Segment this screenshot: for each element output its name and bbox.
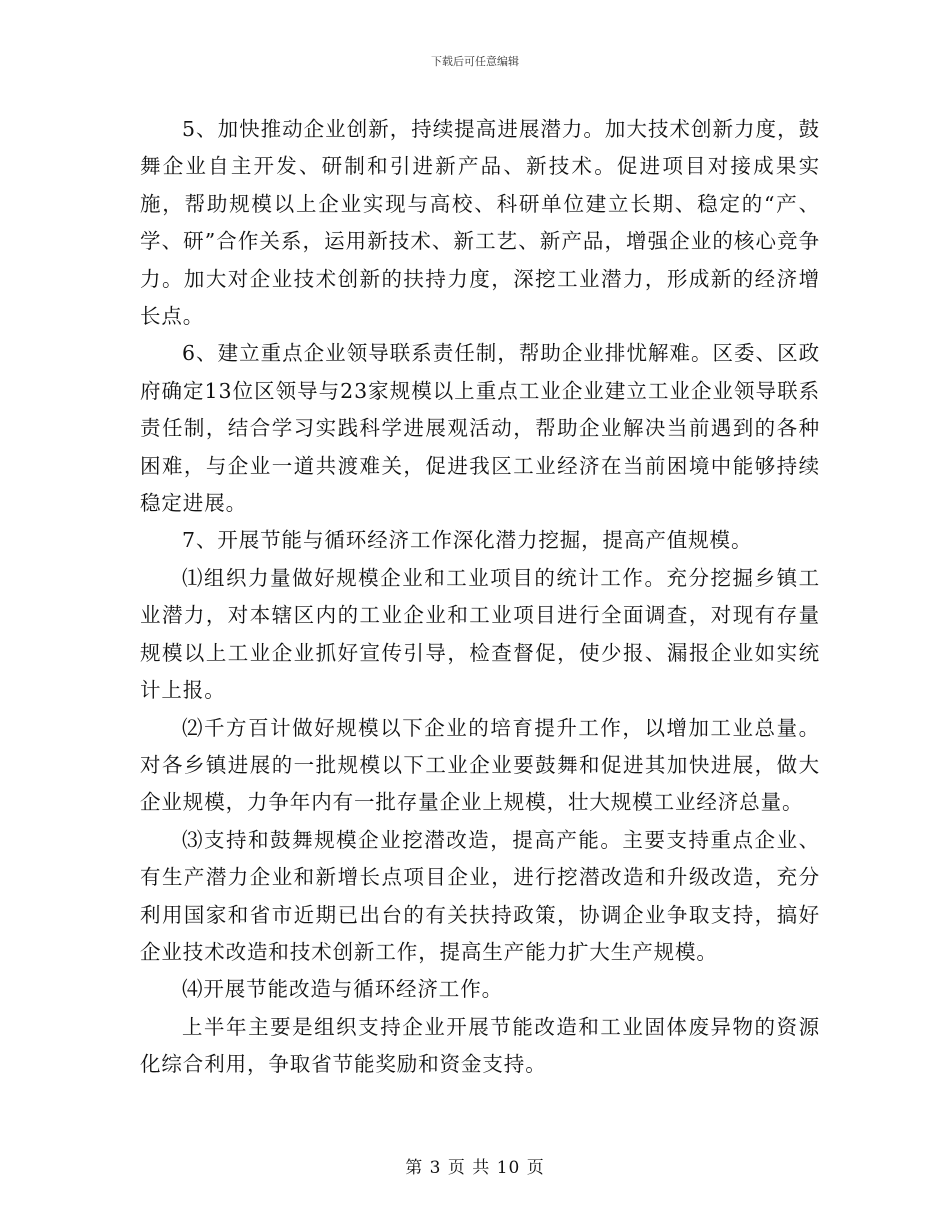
paragraph-item-4: ⑷开展节能改造与循环经济工作。 (182, 977, 503, 1002)
paragraph-leadership-liaison: 6、建立重点企业领导联系责任制，帮助企业排忧解难。区委、区政府确定13位区领导与23家规模以上重点工业企业建立工业企业领导联系责任制，结合学习实践科学进展观活动，帮助企业解决当前遇到的各种困难，与企业一道共渡难关，促进我区工业经济在当前困境中能够持续稳定进展。 (140, 341, 820, 516)
header-note: 下载后可任意编辑 (431, 55, 519, 68)
paragraph-item-2: ⑵千方百计做好规模以下企业的培育提升工作，以增加工业总量。对各乡镇进展的一批规模以下工业企业要鼓舞和促进其加快进展，做大企业规模，力争年内有一批存量企业上规模，壮大规模工业经济总量。 (140, 715, 820, 815)
paragraph-item-3: ⑶支持和鼓舞规模企业挖潜改造，提高产能。主要支持重点企业、有生产潜力企业和新增长点项目企业，进行挖潜改造和升级改造，充分利用国家和省市近期已出台的有关扶持政策，协调企业争取支持，搞好企业技术改造和技术创新工作，提高生产能力扩大生产规模。 (140, 827, 820, 964)
paragraph-innovation: 5、加快推动企业创新，持续提高进展潜力。加大技术创新力度，鼓舞企业自主开发、研制和引进新产品、新技术。促进项目对接成果实施，帮助规模以上企业实现与高校、科研单位建立长期、稳定的“产、学、研”合作关系，运用新技术、新工艺、新产品，增强企业的核心竞争力。加大对企业技术创新的扶持力度，深挖工业潜力，形成新的经济增长点。 (140, 117, 820, 329)
paragraph-first-half-year: 上半年主要是组织支持企业开展节能改造和工业固体废异物的资源化综合利用，争取省节能奖励和资金支持。 (140, 1014, 820, 1077)
paragraph-energy-saving-heading: 7、开展节能与循环经济工作深化潜力挖掘，提高产值规模。 (182, 528, 753, 553)
paragraph-item-1: ⑴组织力量做好规模企业和工业项目的统计工作。充分挖掘乡镇工业潜力，对本辖区内的工业企业和工业项目进行全面调查，对现有存量规模以上工业企业抓好宣传引导，检查督促，使少报、漏报企业如实统计上报。 (140, 565, 820, 703)
page-number: 第 3 页 共 10 页 (405, 1158, 545, 1178)
document-body (140, 111, 820, 1084)
